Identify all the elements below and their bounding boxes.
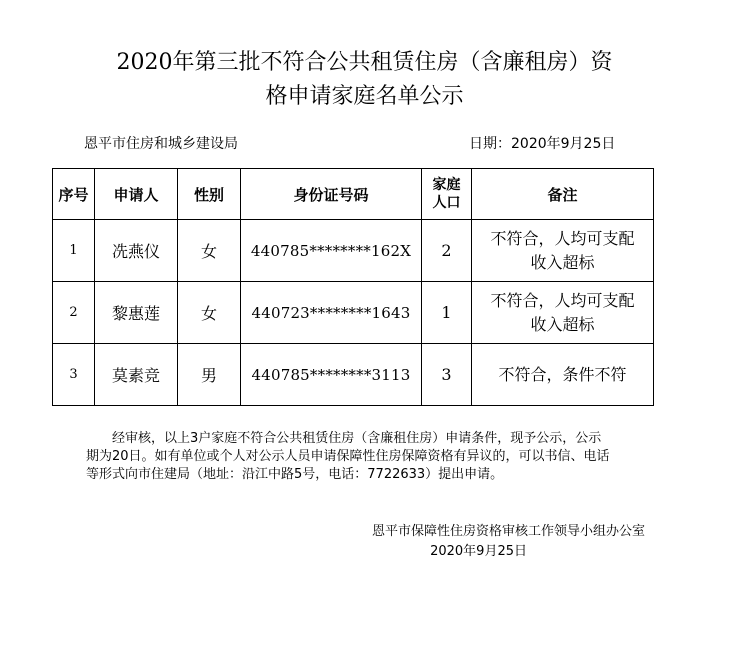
document-title-line-1: 2020年第三批不符合公共租赁住房（含廉租房）资 (116, 50, 613, 75)
row-remark-line-2: 收入超标 (530, 314, 595, 334)
signature-office: 恩平市保障性住房资格审核工作领导小组办公室 (371, 524, 645, 539)
header-gender: 性别 (178, 169, 241, 220)
notice-paragraph (86, 430, 646, 484)
row-applicant-name: 黎惠莲 (95, 282, 178, 344)
row-household-size: 2 (422, 220, 472, 282)
table-header (53, 169, 654, 220)
row-remark (472, 282, 654, 344)
row-remark (472, 220, 654, 282)
row-seq: 2 (53, 282, 95, 344)
notice-line-1: 经审核，以上3户家庭不符合公共租赁住房（含廉租住房）申请条件，现予公示，公示 (86, 431, 602, 446)
row-household-size: 1 (422, 282, 472, 344)
row-applicant-name: 莫素竞 (95, 344, 178, 406)
row-remark-line-1: 不符合，人均可支配 (490, 290, 635, 310)
signature-date: 2020年9月25日 (430, 544, 527, 559)
header-household-line-2: 人口 (432, 195, 461, 211)
row-id-number: 440785********162X (241, 220, 422, 282)
header-applicant: 申请人 (95, 169, 178, 220)
row-remark (472, 344, 654, 406)
header-remark: 备注 (472, 169, 654, 220)
header-id-number: 身份证号码 (241, 169, 422, 220)
header-seq: 序号 (53, 169, 95, 220)
header-household-size (422, 169, 472, 220)
row-remark-line-2: 收入超标 (530, 252, 595, 272)
row-gender: 女 (178, 282, 241, 344)
row-id-number: 440785********3113 (241, 344, 422, 406)
row-remark-line-1: 不符合，条件不符 (498, 364, 627, 384)
table-row (53, 344, 654, 406)
issuing-organization: 恩平市住房和城乡建设局 (84, 136, 238, 152)
row-gender: 女 (178, 220, 241, 282)
notice-line-2: 期为20日。如有单位或个人对公示人员申请保障性住房保障资格有异议的，可以书信、电话 (86, 449, 610, 464)
row-applicant-name: 冼燕仪 (95, 220, 178, 282)
row-gender: 男 (178, 344, 241, 406)
row-id-number: 440723********1643 (241, 282, 422, 344)
applicant-table (52, 168, 654, 406)
row-household-size: 3 (422, 344, 472, 406)
notice-line-3: 等形式向市住建局（地址：沿江中路5号，电话：7722633）提出申请。 (86, 467, 504, 482)
row-seq: 3 (53, 344, 95, 406)
row-seq: 1 (53, 220, 95, 282)
row-remark-line-1: 不符合，人均可支配 (490, 228, 635, 248)
publish-date: 日期：2020年9月25日 (469, 136, 616, 152)
header-household-line-1: 家庭 (432, 177, 461, 193)
table-header-row (53, 169, 654, 220)
table-row (53, 282, 654, 344)
document-title-line-2: 格申请家庭名单公示 (265, 84, 464, 109)
table-row (53, 220, 654, 282)
